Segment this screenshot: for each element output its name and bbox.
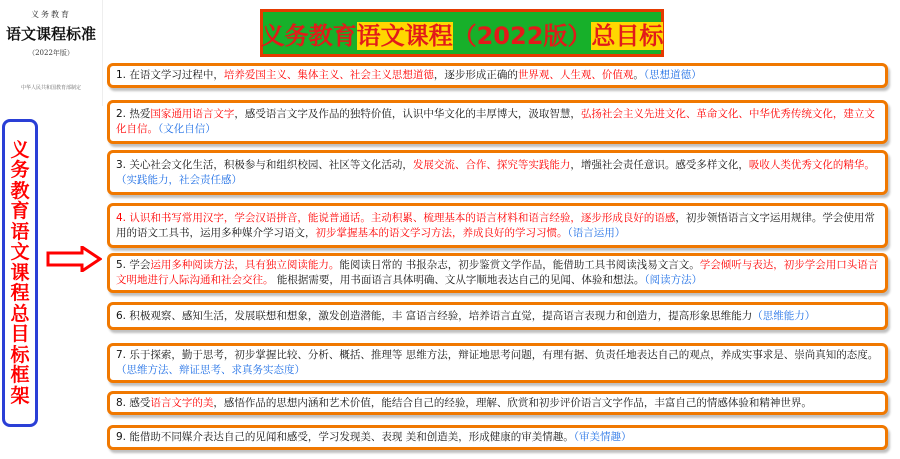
side-label-char: 目 [10, 323, 30, 346]
page-title [261, 16, 664, 51]
goal-segment: 6. 积极观察、感知生活，发展联想和想象，激发创造潜能，丰 富语言经验，培养语言直觉，提高语言表现力和创造力，提高形象思维能力 [116, 309, 753, 322]
textbook-cover [0, 0, 103, 106]
cover-edition: （2022年版） [28, 49, 74, 57]
goal-tag: （文化自信） [158, 123, 216, 135]
goal-segment: 8. 感受 [116, 396, 151, 409]
goal-highlight: 学会倾听与表达，初步学会用口头语言文明地进行人际沟通和社会交往。 [116, 259, 879, 286]
goal-highlight: 发展交流、合作、探究等实践能力 [412, 158, 571, 171]
goal-highlight: 语言文字的美 [150, 396, 214, 409]
goal-tag: （思想道德） [643, 69, 702, 81]
goal-text [116, 348, 879, 378]
goal-segment: 。 [633, 69, 644, 81]
goal-segment: 3. 关心社会文化生活，积极参与和组织校园、社区等文化活动， [116, 158, 413, 171]
side-label-char: 务 [10, 159, 30, 182]
goal-text [116, 396, 812, 411]
arrow-right-icon [46, 246, 102, 272]
goal-segment: 5. 学会 [116, 259, 151, 271]
goal-box-8 [107, 391, 888, 415]
goal-highlight: 初步掌握基本的语文学习方法，养成良好的学习习惯。 [315, 226, 568, 239]
goal-highlight: 4. 认识和书写常用汉字，学会汉语拼音，能说普通话。主动积累、梳理基本的语言材料和语言经验，逐步形成良好的语感 [116, 211, 676, 224]
goal-tag: （阅读方法） [644, 274, 703, 286]
side-label-char: 文 [10, 241, 30, 264]
goal-box-4 [107, 203, 888, 248]
cover-title: 语文课程标准 [5, 25, 96, 43]
side-label-char: 框 [10, 364, 30, 387]
goal-text [116, 258, 879, 288]
goal-highlight: 吸收人类优秀文化的精华。 [748, 158, 875, 171]
goal-tag: （审美情趣） [573, 431, 632, 443]
side-label-char: 架 [10, 384, 30, 407]
title-part-3: （2022版） [452, 21, 592, 50]
goal-segment: ，增强社会责任意识。感受多样文化， [570, 158, 749, 171]
goal-box-9 [107, 425, 888, 450]
goal-segment: 能阅读日常的 书报杂志，初步鉴赏文学作品，能借助工具书阅读浅易文言文。 [339, 259, 700, 271]
cover-publisher: 中华人民共和国教育部制定 [20, 85, 81, 91]
goal-box-2 [107, 100, 888, 144]
goal-text [116, 107, 879, 137]
side-label-char: 教 [10, 179, 30, 202]
goal-highlight: 培养爱国主义、集体主义、社会主义思想道德 [223, 69, 434, 81]
title-part-2: 语文课程 [356, 21, 453, 50]
goal-highlight: 世界观、人生观、价值观 [517, 69, 634, 81]
goal-segment: ，感悟作品的思想内涵和艺术价值，能结合自己的经验，理解、欣赏和初步评价语言文字作品，丰富自己的情感体验和精神世界。 [213, 396, 812, 409]
side-label-char: 程 [10, 282, 30, 305]
goal-text [116, 309, 815, 324]
goal-highlight: 国家通用语言文字 [150, 108, 235, 120]
goal-tag: （思维方法、辩证思考、求真务实态度） [116, 364, 305, 376]
side-label-char: 标 [10, 343, 30, 366]
side-label-char: 语 [10, 220, 30, 243]
goal-box-3 [107, 150, 888, 195]
goal-segment: ，逐步形成正确的 [433, 69, 518, 81]
goal-box-6 [107, 302, 888, 330]
goal-tag: （语言运用） [567, 226, 626, 239]
page-title-banner [260, 9, 664, 57]
goal-box-1 [107, 63, 888, 88]
side-label-frame [2, 119, 38, 427]
side-label-char: 总 [10, 302, 30, 325]
goal-segment: 9. 能借助不同媒介表达自己的见闻和感受，学习发现美、表现 美和创造美，形成健康的审美情趣。 [116, 431, 574, 443]
goal-text [116, 430, 631, 445]
side-label-char: 课 [10, 261, 30, 284]
goal-segment: 1. 在语文学习过程中， [116, 69, 224, 81]
goal-tag: （实践能力，社会责任感） [116, 173, 242, 186]
goal-segment: 7. 乐于探索，勤于思考，初步掌握比较、分析、概括、推理等 思维方法，辩证地思考问题，有理有据、负责任地表达自己的观点，养成实事求是、崇尚真知的态度。 [116, 349, 879, 361]
side-label-char: 义 [10, 138, 30, 161]
goal-tag: （思维能力） [752, 309, 816, 322]
goal-box-7 [107, 343, 888, 383]
goal-segment: ，初步领悟语言文字运用规律。学会使用常用的语文工具书，运用多种媒介学习语文， [116, 211, 875, 239]
goal-text [116, 158, 879, 188]
cover-series: 义务教育 [31, 10, 71, 19]
side-label-char: 育 [10, 200, 30, 223]
goal-segment: 能根据需要，用书面语言具体明确、文从字顺地表达自己的见闻、体验和想法。 [273, 274, 645, 286]
goal-highlight: 弘扬社会主义先进文化、革命文化、中华优秀传统文化，建立文化自信。 [116, 108, 875, 135]
goal-box-5 [107, 253, 888, 293]
goal-highlight: 运用多种阅读方法，具有独立阅读能力。 [150, 259, 340, 271]
goal-segment: 2. 热爱 [116, 108, 151, 120]
title-part-4: 总目标 [591, 21, 664, 50]
goal-text [116, 68, 702, 83]
goal-text [116, 211, 879, 241]
title-part-1: 义务教育 [260, 21, 357, 50]
goal-segment: ，感受语言文字及作品的独特价值，认识中华文化的丰厚博大，汲取智慧， [234, 108, 581, 120]
